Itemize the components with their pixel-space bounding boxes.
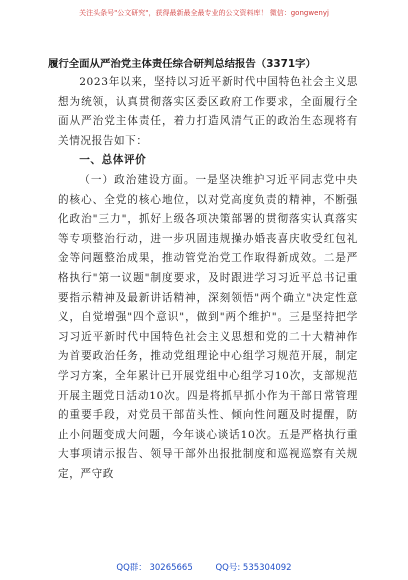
document-title: 履行全面从严治党主体责任综合研判总结报告（3371字） bbox=[48, 58, 316, 70]
section-heading: 一、总体评价 bbox=[79, 154, 147, 167]
section-paragraph: （一）政治建设方面。一是坚决维护习近平同志党中央的核心、全党的核心地位，以对党高度负责的精神，不断强化政治"三力"，抓好上级各项决策部署的贯彻落实认真落实等专项整治行动，进一步巩固违规操办婚丧喜庆收受红包礼金等问题整治成果，推动管党治党工作取得新成效。二是严格执行"第一议题"制度要求，及时跟进学习习近平总书记重要指示精神及最新讲话精神，深刻领悟"两个确立"决定性意义，自觉增强"四个意识"，做到"两个维护"。三是坚持把学习习近平新时代中国特色社会主义思想和党的二十大精神作为首要政治任务，推动党组理论中心组学习规范开展，制定学习方案，全年累计已开展党组中心组学习10次，支部规范开展主题党日活动10次。四是将抓早抓小作为干部日常管理的重要手段，对党员干部苗头性、倾向性问题及时提醒，防止小问题变成大问题，今年谈心谈话10次。五是严格执行重大事项请示报告、领导干部外出报批制度和巡视巡察有关规定，严守政 bbox=[58, 173, 358, 480]
promo-banner: 关注头条号"公文研究"，获得最新最全最专业的公文资料库！ 微信：gongwenyj bbox=[79, 9, 329, 17]
qq-number: QQ号: 535304092 bbox=[215, 563, 292, 573]
qq-group: QQ群： 30265665 bbox=[116, 563, 193, 573]
document-body bbox=[58, 73, 358, 484]
contact-footer bbox=[0, 561, 408, 573]
intro-paragraph: 2023年以来，坚持以习近平新时代中国特色社会主义思想为统领，认真贯彻落实区委区政府工作要求，全面履行全面从严治党主体责任，着力打造风清气正的政治生态现将有关情况报告如下： bbox=[58, 76, 358, 147]
